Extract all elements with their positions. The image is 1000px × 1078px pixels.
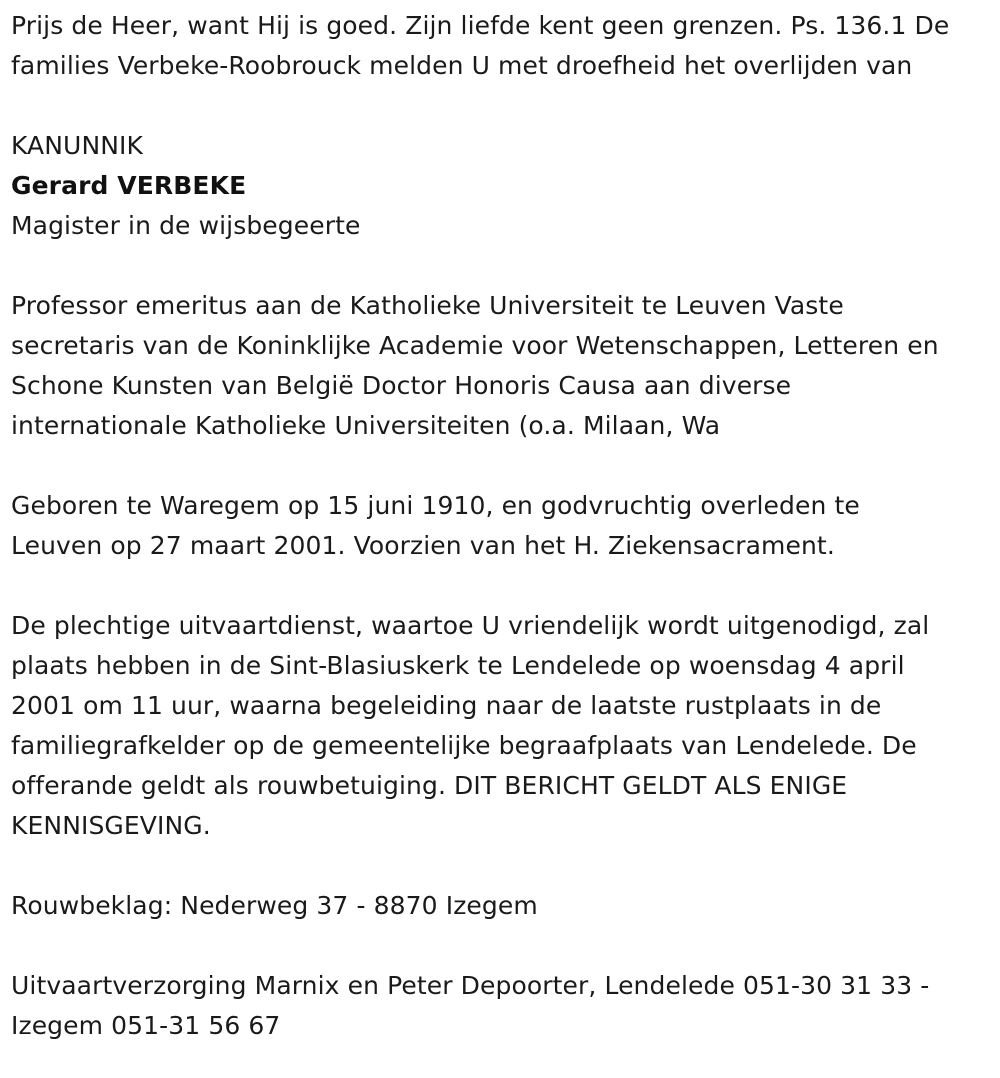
- spacer: [11, 446, 996, 486]
- funeral-line-6: KENNISGEVING.: [11, 811, 211, 840]
- undertaker-line-1: Uitvaartverzorging Marnix en Peter Depoorter, Lendelede 051-30 31 33 -: [11, 971, 930, 1000]
- intro-line-1: Prijs de Heer, want Hij is goed. Zijn liefde kent geen grenzen. Ps. 136.1 De: [11, 11, 950, 40]
- spacer: [11, 566, 996, 606]
- intro-line-2: families Verbeke-Roobrouck melden U met droefheid het overlijden van: [11, 51, 913, 80]
- deceased-name: Gerard VERBEKE: [11, 171, 247, 200]
- academic-degree: Magister in de wijsbegeerte: [11, 211, 361, 240]
- condolence-address: Rouwbeklag: Nederweg 37 - 8870 Izegem: [11, 891, 538, 920]
- birth-death-line-1: Geboren te Waregem op 15 juni 1910, en godvruchtig overleden te: [11, 491, 860, 520]
- obituary-notice: [11, 6, 996, 1046]
- birth-death-line-2: Leuven op 27 maart 2001. Voorzien van het H. Ziekensacrament.: [11, 531, 835, 560]
- title-rank: KANUNNIK: [11, 131, 144, 160]
- career-line-2: secretaris van de Koninklijke Academie voor Wetenschappen, Letteren en: [11, 331, 939, 360]
- funeral-line-1: De plechtige uitvaartdienst, waartoe U vriendelijk wordt uitgenodigd, zal: [11, 611, 930, 640]
- funeral-line-2: plaats hebben in de Sint-Blasiuskerk te Lendelede op woensdag 4 april: [11, 651, 905, 680]
- career-line-1: Professor emeritus aan de Katholieke Universiteit te Leuven Vaste: [11, 291, 844, 320]
- spacer: [11, 846, 996, 886]
- career-line-3: Schone Kunsten van België Doctor Honoris Causa aan diverse: [11, 371, 792, 400]
- funeral-line-5: offerande geldt als rouwbetuiging. DIT BERICHT GELDT ALS ENIGE: [11, 771, 848, 800]
- spacer: [11, 246, 996, 286]
- funeral-line-3: 2001 om 11 uur, waarna begeleiding naar de laatste rustplaats in de: [11, 691, 882, 720]
- undertaker-line-2: Izegem 051-31 56 67: [11, 1011, 281, 1040]
- spacer: [11, 86, 996, 126]
- spacer: [11, 926, 996, 966]
- career-line-4: internationale Katholieke Universiteiten (o.a. Milaan, Wa: [11, 411, 721, 440]
- funeral-line-4: familiegrafkelder op de gemeentelijke begraafplaats van Lendelede. De: [11, 731, 917, 760]
